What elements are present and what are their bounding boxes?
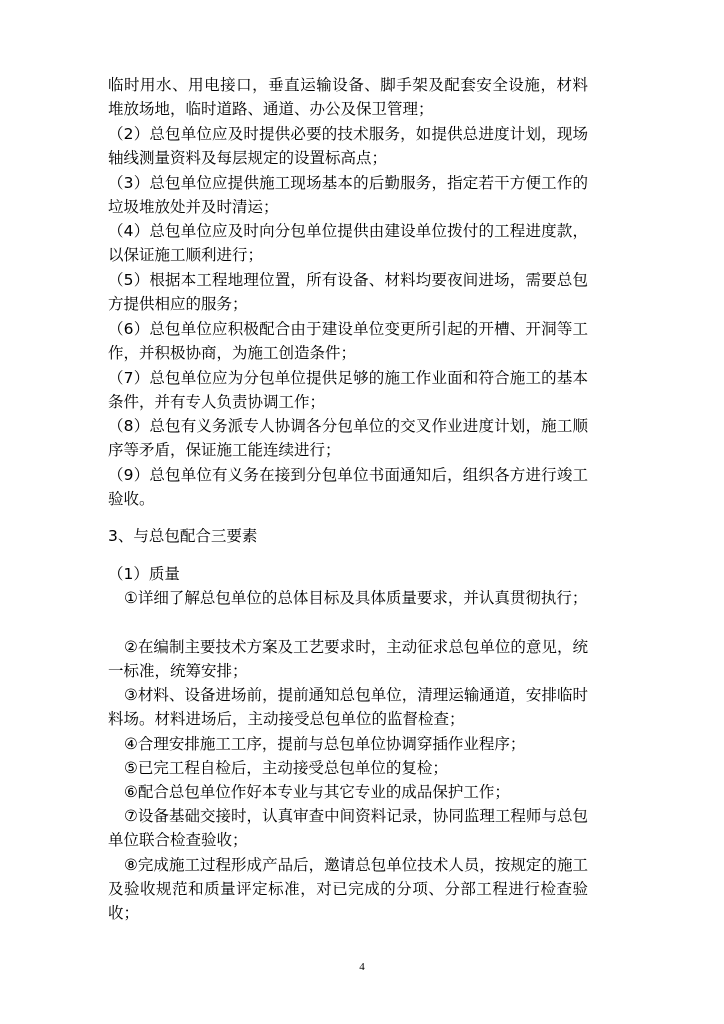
paragraph-continuation: 临时用水、用电接口，垂直运输设备、脚手架及配套安全设施，材料堆放场地，临时道路、通道、办公及保卫管理； bbox=[108, 76, 588, 118]
paragraph-item-9: （9）总包单位有义务在接到分包单位书面通知后，组织各方进行竣工验收。 bbox=[108, 466, 588, 508]
quality-item-4: ④合理安排施工工序，提前与总包单位协调穿插作业程序； bbox=[124, 735, 526, 753]
paragraph-item-2: （2）总包单位应及时提供必要的技术服务，如提供总进度计划，现场轴线测量资料及每层规定的设置标高点； bbox=[108, 125, 588, 167]
paragraph-item-7: （7）总包单位应为分包单位提供足够的施工作业面和符合施工的基本条件，并有专人负责协调工作； bbox=[108, 369, 588, 411]
quality-item-6: ⑥配合总包单位作好本专业与其它专业的成品保护工作； bbox=[124, 783, 510, 801]
section-heading: 3、与总包配合三要素 bbox=[108, 527, 258, 545]
subsection-heading: （1）质量 bbox=[108, 565, 180, 583]
quality-item-2: ②在编制主要技术方案及工艺要求时，主动征求总包单位的意见，统一标准，统筹安排； bbox=[108, 638, 588, 680]
paragraph-item-8: （8）总包有义务派专人协调各分包单位的交叉作业进度计划，施工顺序等矛盾，保证施工能连续进行； bbox=[108, 417, 588, 459]
quality-item-8: ⑧完成施工过程形成产品后，邀请总包单位技术人员，按规定的施工及验收规范和质量评定标准，对已完成的分项、分部工程进行检查验收； bbox=[108, 856, 588, 922]
quality-item-3: ③材料、设备进场前，提前通知总包单位，清理运输通道，安排临时料场。材料进场后，主动接受总包单位的监督检查； bbox=[108, 686, 588, 728]
paragraph-item-5: （5）根据本工程地理位置，所有设备、材料均要夜间进场，需要总包方提供相应的服务； bbox=[108, 271, 588, 313]
quality-item-7: ⑦设备基础交接时，认真审查中间资料记录，协同监理工程师与总包单位联合检查验收； bbox=[108, 807, 588, 849]
quality-item-1: ①详细了解总包单位的总体目标及具体质量要求，并认真贯彻执行； bbox=[124, 589, 588, 607]
quality-item-5: ⑤已完工程自检后，主动接受总包单位的复检； bbox=[124, 759, 448, 777]
paragraph-item-3: （3）总包单位应提供施工现场基本的后勤服务，指定若干方便工作的垃圾堆放处并及时清运； bbox=[108, 174, 588, 216]
page-number: 4 bbox=[359, 961, 365, 973]
paragraph-item-4: （4）总包单位应及时向分包单位提供由建设单位拨付的工程进度款，以保证施工顺利进行； bbox=[108, 222, 588, 264]
paragraph-item-6: （6）总包单位应积极配合由于建设单位变更所引起的开槽、开洞等工作，并积极协商，为施工创造条件； bbox=[108, 320, 588, 362]
